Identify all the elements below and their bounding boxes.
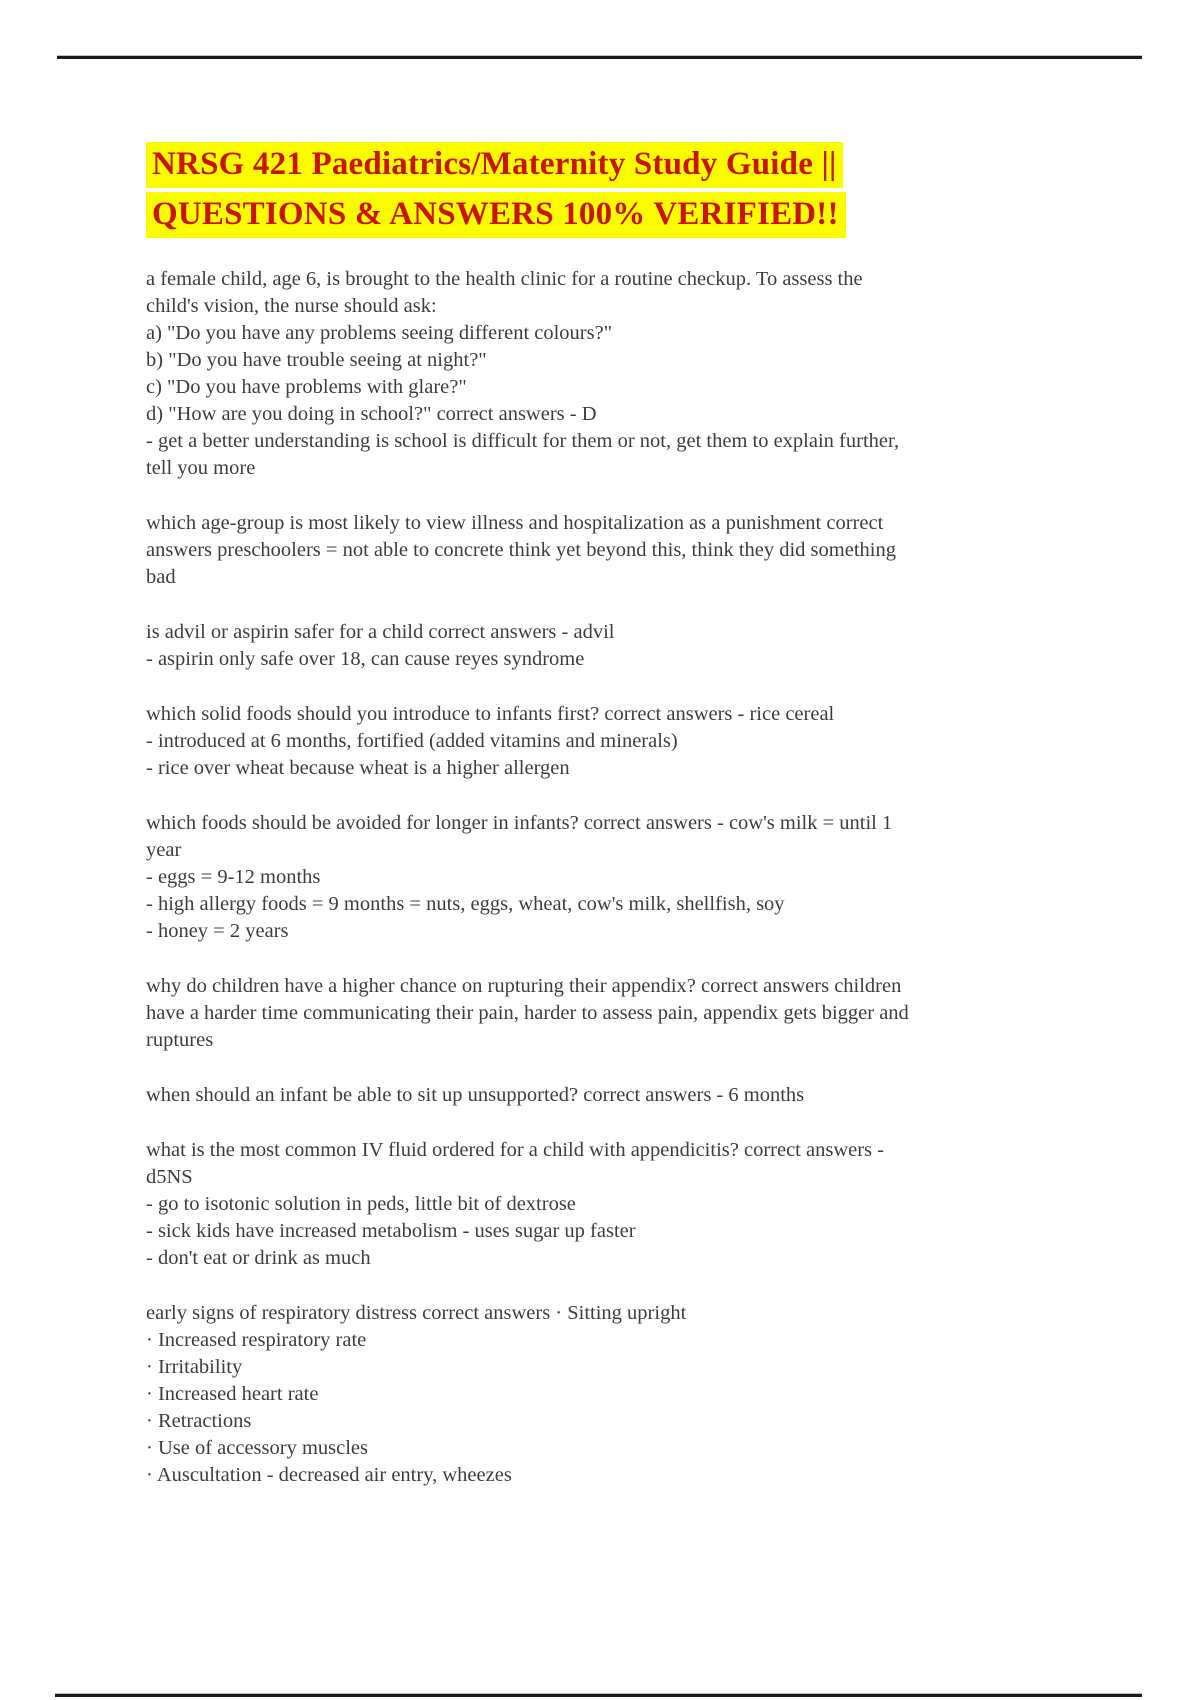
- text-line: - sick kids have increased metabolism - uses sugar up faster: [146, 1220, 636, 1242]
- text-line: · Increased respiratory rate: [146, 1329, 367, 1351]
- paragraph: [146, 510, 1096, 591]
- text-line: early signs of respiratory distress correct answers · Sitting upright: [146, 1302, 687, 1324]
- paragraph: [146, 810, 1096, 945]
- page-border-bottom: [55, 1694, 1142, 1697]
- text-line: child's vision, the nurse should ask:: [146, 295, 437, 317]
- paragraph: [146, 1137, 1096, 1272]
- text-line: · Increased heart rate: [146, 1383, 319, 1405]
- text-line: what is the most common IV fluid ordered for a child with appendicitis? correct answers -: [146, 1139, 884, 1161]
- text-line: · Auscultation - decreased air entry, wheezes: [146, 1464, 512, 1486]
- text-line: d) "How are you doing in school?" correct answers - D: [146, 403, 597, 425]
- paragraph: [146, 619, 1096, 673]
- text-line: which foods should be avoided for longer in infants? correct answers - cow's milk = until 1: [146, 812, 893, 834]
- title-line-1: NRSG 421 Paediatrics/Maternity Study Guide ||: [146, 142, 843, 188]
- text-line: - introduced at 6 months, fortified (added vitamins and minerals): [146, 730, 678, 752]
- page-title-row: [146, 192, 1096, 242]
- paragraph: [146, 1300, 1096, 1489]
- paragraph: [146, 701, 1096, 782]
- text-line: · Irritability: [146, 1356, 243, 1378]
- text-line: ruptures: [146, 1029, 214, 1051]
- text-line: a) "Do you have any problems seeing different colours?": [146, 322, 613, 344]
- text-line: - eggs = 9-12 months: [146, 866, 321, 888]
- text-line: - honey = 2 years: [146, 920, 289, 942]
- text-line: why do children have a higher chance on rupturing their appendix? correct answers children: [146, 975, 902, 997]
- text-line: a female child, age 6, is brought to the health clinic for a routine checkup. To assess the: [146, 268, 863, 290]
- text-line: when should an infant be able to sit up unsupported? correct answers - 6 months: [146, 1084, 805, 1106]
- title-line-2: QUESTIONS & ANSWERS 100% VERIFIED!!: [146, 192, 846, 238]
- text-line: tell you more: [146, 457, 256, 479]
- paragraph: [146, 266, 1096, 482]
- text-line: answers preschoolers = not able to concrete think yet beyond this, think they did something: [146, 539, 896, 561]
- text-line: - go to isotonic solution in peds, little bit of dextrose: [146, 1193, 576, 1215]
- text-line: b) "Do you have trouble seeing at night?": [146, 349, 487, 371]
- document-body: [146, 266, 1096, 1489]
- text-line: is advil or aspirin safer for a child correct answers - advil: [146, 621, 615, 643]
- text-line: which solid foods should you introduce to infants first? correct answers - rice cereal: [146, 703, 835, 725]
- text-line: - don't eat or drink as much: [146, 1247, 371, 1269]
- text-line: · Use of accessory muscles: [146, 1437, 369, 1459]
- text-line: d5NS: [146, 1166, 193, 1188]
- text-line: c) "Do you have problems with glare?": [146, 376, 467, 398]
- paragraph: [146, 973, 1096, 1054]
- text-line: year: [146, 839, 182, 861]
- page-title: [146, 142, 1096, 242]
- text-line: bad: [146, 566, 176, 588]
- text-line: have a harder time communicating their pain, harder to assess pain, appendix gets bigger and: [146, 1002, 909, 1024]
- text-line: - get a better understanding is school is difficult for them or not, get them to explain further,: [146, 430, 900, 452]
- page-title-row: [146, 142, 1096, 192]
- paragraph: [146, 1082, 1096, 1109]
- page-border-top: [57, 56, 1142, 59]
- text-line: - aspirin only safe over 18, can cause reyes syndrome: [146, 648, 585, 670]
- document-content: [146, 142, 1096, 1517]
- text-line: which age-group is most likely to view illness and hospitalization as a punishment correct: [146, 512, 884, 534]
- text-line: · Retractions: [146, 1410, 252, 1432]
- text-line: - high allergy foods = 9 months = nuts, eggs, wheat, cow's milk, shellfish, soy: [146, 893, 785, 915]
- text-line: - rice over wheat because wheat is a higher allergen: [146, 757, 570, 779]
